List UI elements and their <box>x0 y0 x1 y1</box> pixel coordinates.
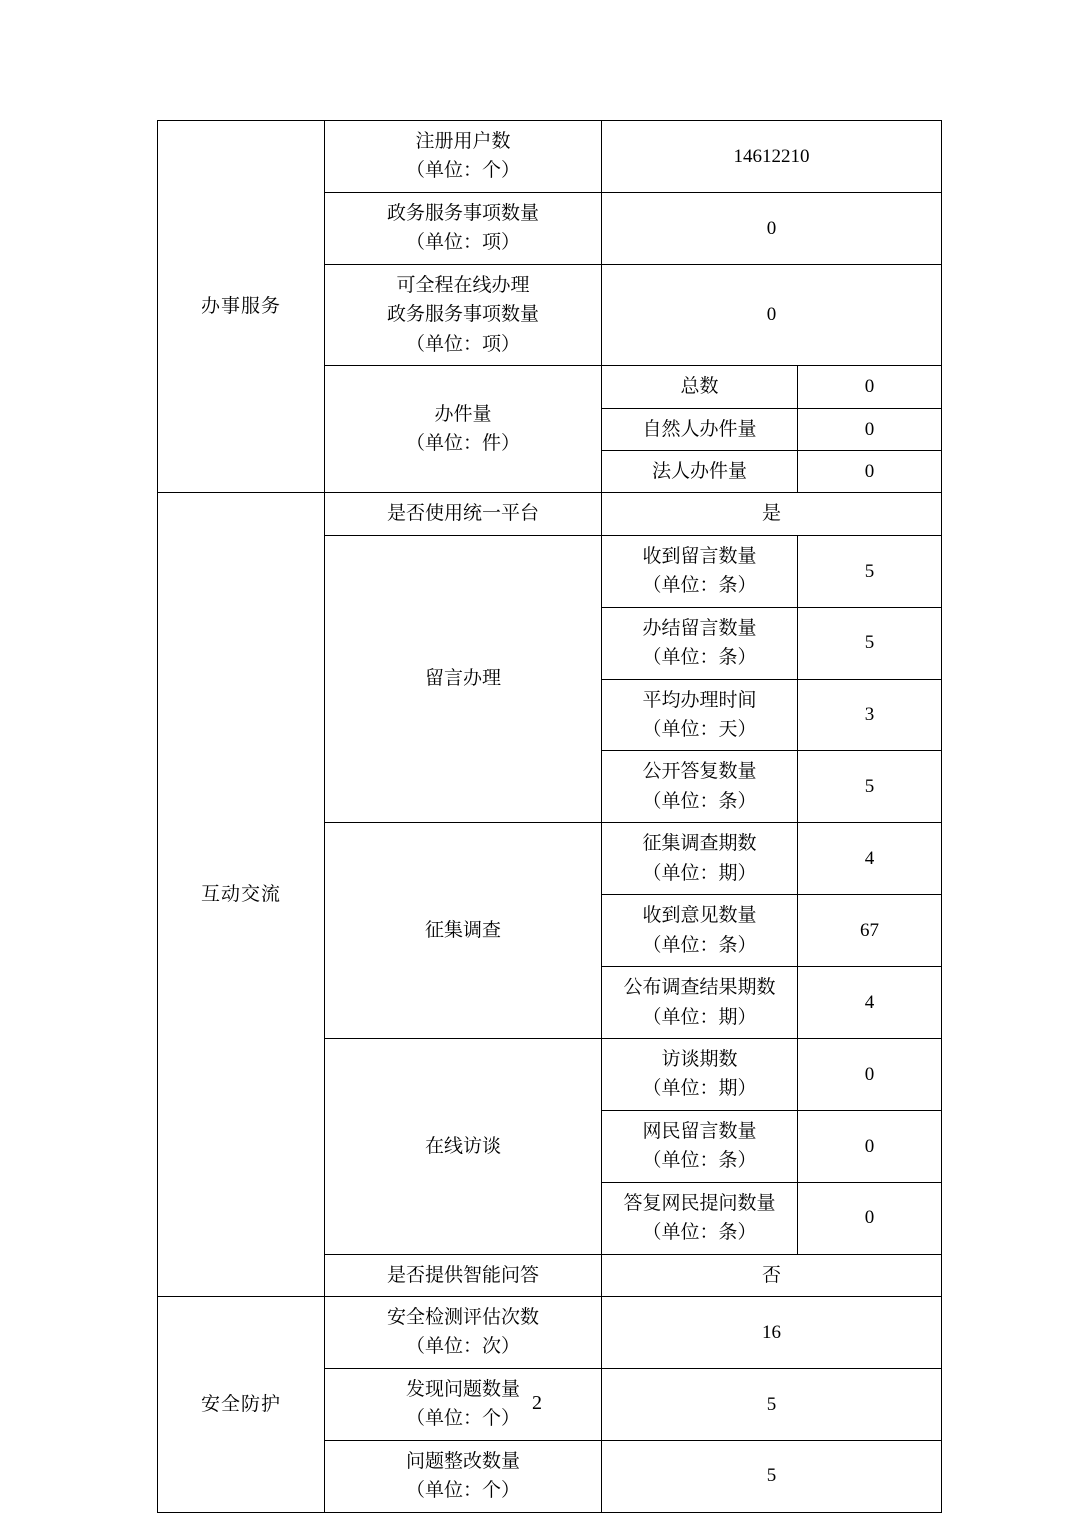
item-cell-handled-volume <box>325 366 602 493</box>
value-results-published: 4 <box>798 967 942 1039</box>
sub-unit-messages-closed: （单位：条） <box>642 647 757 669</box>
value-interview-count: 0 <box>798 1038 942 1110</box>
value-answered-questions: 0 <box>798 1182 942 1254</box>
value-survey-count: 4 <box>798 823 942 895</box>
sub-cell-answered-questions <box>602 1182 798 1254</box>
value-opinions-received: 67 <box>798 895 942 967</box>
sub-label-handled-natural-person: 自然人办件量 <box>602 408 798 450</box>
sub-label-messages-received: 收到留言数量 <box>642 545 757 567</box>
sub-label-handled-legal-person: 法人办件量 <box>602 450 798 492</box>
sub-cell-messages-closed <box>602 607 798 679</box>
sub-cell-results-published <box>602 967 798 1039</box>
value-netizen-messages: 0 <box>798 1110 942 1182</box>
item-label-handled-volume: 办件量 <box>434 403 492 425</box>
sub-unit-public-replies: （单位：条） <box>642 790 757 812</box>
table-row <box>158 1297 942 1369</box>
value-security-checks: 16 <box>602 1297 942 1369</box>
item-cell-online-full-process <box>325 264 602 365</box>
value-issues-found: 5 <box>602 1368 942 1440</box>
sub-label-survey-count: 征集调查期数 <box>642 833 757 855</box>
sub-cell-interview-count <box>602 1038 798 1110</box>
item-unit-gov-service-items: （单位：项） <box>405 232 520 254</box>
item-label-registered-users: 注册用户数 <box>415 131 511 152</box>
item-cell-gov-service-items <box>325 192 602 264</box>
sub-cell-netizen-messages <box>602 1110 798 1182</box>
value-public-replies: 5 <box>798 751 942 823</box>
category-label-interaction: 互动交流 <box>200 883 281 905</box>
item-cell-message-handling <box>325 535 602 823</box>
item-label-security-checks: 安全检测评估次数 <box>386 1307 539 1328</box>
item-unit-security-checks: （单位：次） <box>405 1336 520 1358</box>
sub-cell-messages-received <box>602 535 798 607</box>
table-row <box>158 493 942 535</box>
item-cell-security-checks <box>325 1297 602 1369</box>
item-label-gov-service-items: 政务服务事项数量 <box>386 202 539 224</box>
item-cell-registered-users <box>325 121 602 193</box>
value-messages-received: 5 <box>798 535 942 607</box>
sub-unit-netizen-messages: （单位：条） <box>642 1150 757 1172</box>
item-label-online-interview: 在线访谈 <box>424 1135 501 1157</box>
page-number: 2 <box>532 1392 542 1414</box>
report-table-container <box>157 120 941 1513</box>
value-messages-closed: 5 <box>798 607 942 679</box>
value-registered-users: 14612210 <box>602 121 942 193</box>
sub-unit-interview-count: （单位：期） <box>642 1078 757 1100</box>
sub-unit-messages-received: （单位：条） <box>642 575 757 597</box>
item-unit-registered-users: （单位：个） <box>405 160 520 182</box>
sub-unit-opinions-received: （单位：条） <box>642 934 757 956</box>
sub-unit-survey-count: （单位：期） <box>642 862 757 884</box>
sub-unit-answered-questions: （单位：条） <box>642 1222 757 1244</box>
sub-label-messages-closed: 办结留言数量 <box>642 617 757 639</box>
category-cell-interaction <box>158 493 325 1297</box>
sub-label-average-time: 平均办理时间 <box>642 689 757 711</box>
sub-cell-survey-count <box>602 823 798 895</box>
value-handled-total: 0 <box>798 366 942 408</box>
value-online-full-process: 0 <box>602 264 942 365</box>
category-label-security: 安全防护 <box>200 1393 281 1415</box>
item-label-online-full-process-1: 可全程在线办理 <box>396 274 530 296</box>
item-label-issues-fixed: 问题整改数量 <box>405 1450 520 1472</box>
item-unit-online-full-process: （单位：项） <box>405 333 520 355</box>
item-cell-issues-fixed <box>325 1440 602 1512</box>
sub-label-opinions-received: 收到意见数量 <box>642 905 757 927</box>
item-cell-smart-qa <box>325 1254 602 1296</box>
category-label-service: 办事服务 <box>200 295 281 317</box>
website-annual-report-table <box>157 120 942 1513</box>
item-cell-online-interview <box>325 1038 602 1254</box>
sub-label-results-published: 公布调查结果期数 <box>623 977 776 999</box>
sub-label-netizen-messages: 网民留言数量 <box>642 1120 757 1142</box>
item-label-unified-platform: 是否使用统一平台 <box>386 503 539 525</box>
sub-cell-public-replies <box>602 751 798 823</box>
item-label-message-handling: 留言办理 <box>424 668 501 690</box>
sub-unit-results-published: （单位：期） <box>642 1006 757 1028</box>
item-cell-survey <box>325 823 602 1039</box>
category-cell-service <box>158 121 325 493</box>
value-average-time: 3 <box>798 679 942 751</box>
value-handled-legal-person: 0 <box>798 450 942 492</box>
value-gov-service-items: 0 <box>602 192 942 264</box>
sub-unit-average-time: （单位：天） <box>642 719 757 740</box>
item-unit-handled-volume: （单位：件） <box>405 433 520 455</box>
item-label-online-full-process-2: 政务服务事项数量 <box>386 304 539 326</box>
table-row <box>158 121 942 193</box>
item-label-issues-found: 发现问题数量 <box>405 1378 520 1400</box>
value-smart-qa: 否 <box>602 1254 942 1296</box>
sub-cell-opinions-received <box>602 895 798 967</box>
sub-label-handled-total: 总数 <box>602 366 798 408</box>
value-handled-natural-person: 0 <box>798 408 942 450</box>
item-unit-issues-fixed: （单位：个） <box>405 1480 520 1502</box>
item-unit-issues-found: （单位：个） <box>405 1408 520 1430</box>
item-label-survey: 征集调查 <box>424 919 501 941</box>
sub-label-interview-count: 访谈期数 <box>661 1048 738 1070</box>
sub-cell-average-time <box>602 679 798 751</box>
sub-label-public-replies: 公开答复数量 <box>642 761 757 783</box>
value-unified-platform: 是 <box>602 493 942 535</box>
value-issues-fixed: 5 <box>602 1440 942 1512</box>
item-label-smart-qa: 是否提供智能问答 <box>386 1264 539 1286</box>
item-cell-unified-platform <box>325 493 602 535</box>
sub-label-answered-questions: 答复网民提问数量 <box>623 1192 776 1214</box>
